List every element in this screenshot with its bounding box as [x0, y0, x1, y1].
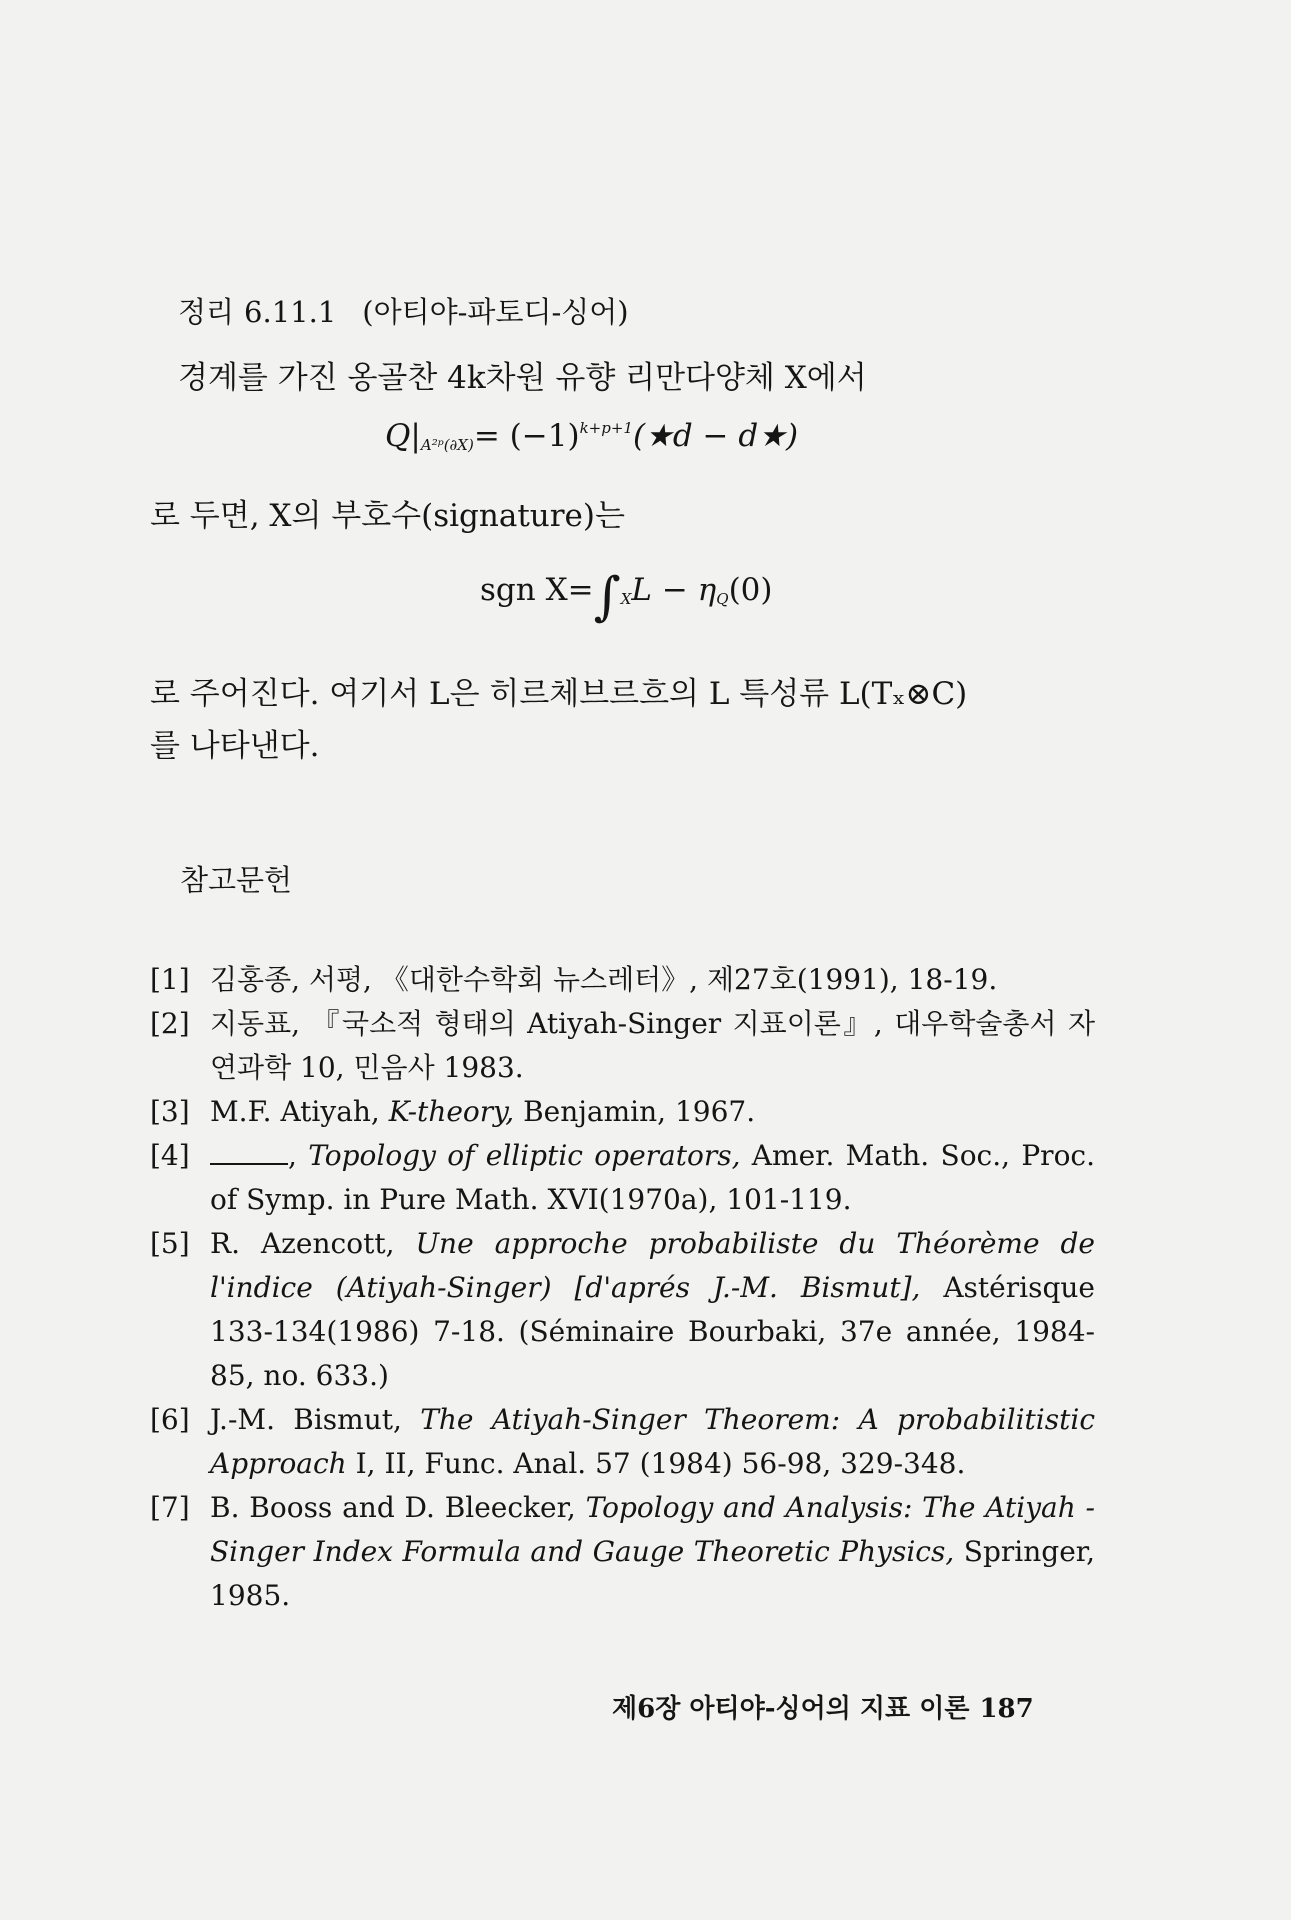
equation-1	[385, 418, 798, 454]
reference-item	[150, 1222, 1095, 1398]
theorem-heading	[178, 290, 629, 331]
reference-rest: I, II, Func. Anal. 57 (1984) 56-98, 329-348.	[346, 1447, 966, 1480]
reference-index: [3]	[150, 1095, 190, 1128]
theorem-line-1: 경계를 가진 옹골찬 4k차원 유향 리만다양체 X에서	[178, 360, 867, 396]
eq2-lhs: sgn X=	[480, 572, 594, 608]
eq1-mid: = (−1)	[473, 418, 580, 454]
theorem-line-3: 로 주어진다. 여기서 L은 히르체브르흐의 L 특성류 L(Tₓ⊗C)	[150, 676, 968, 712]
theorem-name: (아티야-파토디-싱어)	[362, 295, 629, 329]
reference-index: [1]	[150, 963, 190, 996]
theorem-line-4: 를 나타낸다.	[150, 728, 320, 764]
reference-item	[150, 1486, 1095, 1618]
reference-authors: J.-M. Bismut,	[210, 1403, 421, 1436]
reference-authors: M.F. Atiyah,	[210, 1095, 389, 1128]
reference-rest: Amer. Math. Soc., Proc. of Symp. in Pure Math. XVI(1970a), 101-119.	[210, 1139, 1096, 1216]
theorem-line-2: 로 두면, X의 부호수(signature)는	[150, 498, 625, 534]
eq1-sub: A²ᵖ(∂X)	[420, 436, 474, 454]
reference-index: [6]	[150, 1403, 190, 1436]
page-footer	[612, 1688, 1034, 1725]
reference-index: [4]	[150, 1139, 190, 1172]
reference-item	[150, 1398, 1095, 1486]
eq2-eta-sub: Q	[716, 590, 729, 608]
eq1-lhs: Q|	[385, 418, 421, 454]
reference-item	[150, 1090, 1095, 1134]
eq2-rhs: L − η	[631, 572, 717, 608]
theorem-label: 정리	[178, 295, 235, 329]
eq2-end: (0)	[728, 572, 773, 608]
equation-2	[480, 567, 773, 627]
reference-title: Une approche probabiliste du Théorème de l'indice (Atiyah-Singer) [d'aprés J.-M. Bismut],	[210, 1227, 1095, 1304]
reference-title: K-theory,	[388, 1095, 515, 1128]
reference-rest: Astérisque 133-134(1986) 7-18. (Séminaire Bourbaki, 37e année, 1984-85, no. 633.)	[210, 1271, 1095, 1392]
integral-sign: ∫	[593, 567, 621, 627]
eq2-sub: X	[620, 590, 632, 608]
reference-item	[150, 958, 1095, 1002]
reference-title: Topology and Analysis: The Atiyah -Singer Index Formula and Gauge Theoretic Physics,	[210, 1491, 1095, 1568]
reference-text: 김홍종, 서평, 《대한수학회 뉴스레터》, 제27호(1991), 18-19.	[210, 963, 998, 996]
eq1-sup: k+p+1	[579, 419, 633, 437]
reference-authors: ,	[288, 1139, 309, 1172]
reference-rest: Benjamin, 1967.	[514, 1095, 756, 1128]
theorem-number: 6.11.1	[244, 295, 337, 329]
eq1-rhs: (★d − d★)	[632, 418, 799, 454]
reference-index: [5]	[150, 1227, 190, 1260]
running-head: 제6장 아티야-싱어의 지표 이론	[612, 1694, 970, 1724]
reference-index: [2]	[150, 1007, 190, 1040]
reference-item	[150, 1002, 1095, 1090]
author-ditto-line	[210, 1141, 288, 1165]
reference-title: The Atiyah-Singer Theorem: A probabilitistic Approach	[210, 1403, 1095, 1480]
reference-title: Topology of elliptic operators,	[308, 1139, 741, 1172]
reference-rest: Springer, 1985.	[210, 1535, 1095, 1612]
reference-text: 지동표, 『국소적 형태의 Atiyah-Singer 지표이론』, 대우학술총서 자연과학 10, 민음사 1983.	[210, 1007, 1095, 1084]
reference-authors: B. Booss and D. Bleecker,	[210, 1491, 586, 1524]
reference-authors: R. Azencott,	[210, 1227, 416, 1260]
reference-index: [7]	[150, 1491, 190, 1524]
page-number: 187	[979, 1694, 1034, 1724]
references-title: 참고문헌	[180, 863, 293, 897]
references-list	[150, 958, 1095, 1618]
reference-item	[150, 1134, 1095, 1222]
